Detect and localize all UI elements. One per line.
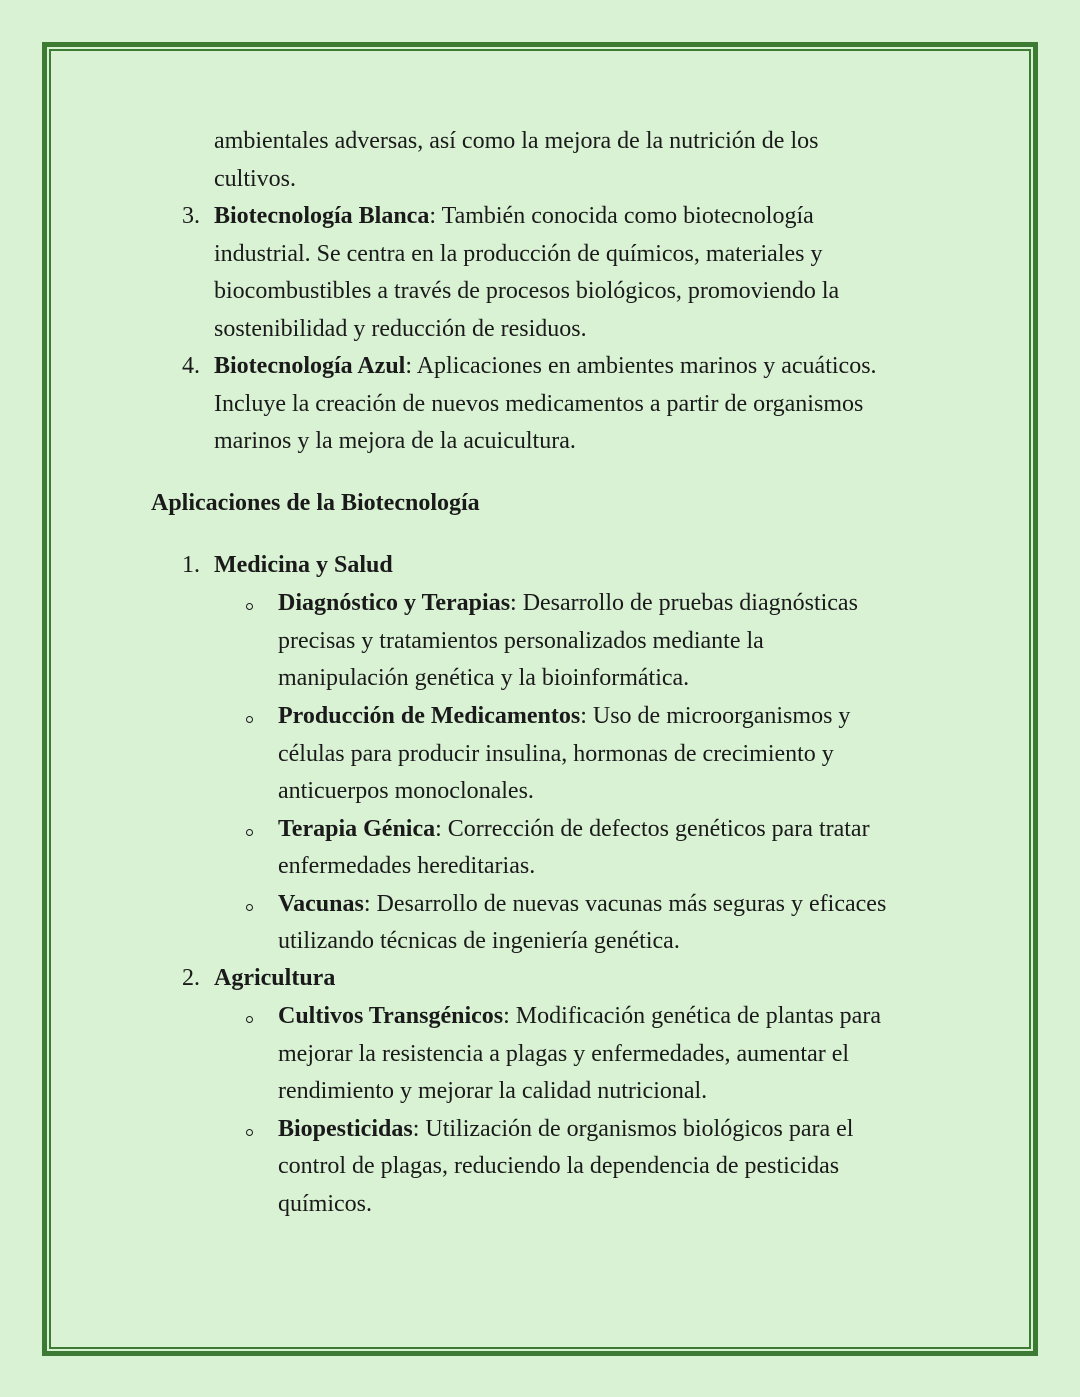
definition-text: : Uso de microorganismos y	[580, 703, 851, 729]
list-item-line: biocombustibles a través de procesos biológicos, promoviendo la	[214, 278, 840, 304]
sub-item-line: manipulación genética y la bioinformática.	[278, 665, 690, 691]
definition-text: : También conocida como biotecnología	[429, 203, 814, 229]
term-diagnostico: Diagnóstico y Terapias	[278, 590, 511, 616]
list-item-line: industrial. Se centra en la producción de químicos, materiales y	[214, 241, 823, 267]
bullet-circle-icon	[246, 716, 253, 723]
term-biopesticidas: Biopesticidas	[278, 1116, 413, 1142]
term-vacunas: Vacunas	[278, 891, 364, 917]
list-number: 3.	[182, 203, 200, 229]
list-item-line: Incluye la creación de nuevos medicamentos a partir de organismos	[214, 391, 864, 417]
definition-text: : Desarrollo de nuevas vacunas más seguras y eficaces	[363, 891, 887, 917]
definition-text: : Aplicaciones en ambientes marinos y acuáticos.	[405, 353, 877, 379]
list-item-line: marinos y la mejora de la acuicultura.	[214, 428, 576, 454]
list-number: 4.	[182, 353, 200, 379]
bullet-circle-icon	[246, 603, 253, 610]
sub-item-first-line	[278, 1001, 881, 1031]
list-item-first-line	[214, 351, 877, 381]
sub-item-line: rendimiento y mejorar la calidad nutricional.	[278, 1078, 708, 1104]
term-biotecnologia-blanca: Biotecnología Blanca	[214, 203, 430, 229]
section-heading: Aplicaciones de la Biotecnología	[151, 490, 480, 516]
sub-item-line: precisas y tratamientos personalizados mediante la	[278, 628, 764, 654]
sub-item-first-line	[278, 588, 858, 618]
bullet-circle-icon	[246, 829, 253, 836]
definition-text: : Modificación genética de plantas para	[503, 1003, 881, 1029]
application-title: Medicina y Salud	[214, 552, 393, 578]
list-number: 1.	[182, 552, 200, 578]
list-number: 2.	[182, 965, 200, 991]
sub-item-first-line	[278, 889, 886, 919]
sub-item-line: utilizando técnicas de ingeniería genética.	[278, 928, 680, 954]
continuation-line: cultivos.	[214, 166, 296, 192]
list-item-line: sostenibilidad y reducción de residuos.	[214, 316, 587, 342]
sub-item-line: anticuerpos monoclonales.	[278, 778, 534, 804]
term-biotecnologia-azul: Biotecnología Azul	[214, 353, 406, 379]
sub-item-first-line	[278, 814, 870, 844]
continuation-line: ambientales adversas, así como la mejora de la nutrición de los	[214, 128, 819, 154]
sub-item-first-line	[278, 1114, 853, 1144]
sub-item-line: control de plagas, reduciendo la dependencia de pesticidas	[278, 1153, 840, 1179]
bullet-circle-icon	[246, 904, 253, 911]
definition-text: : Desarrollo de pruebas diagnósticas	[510, 590, 858, 616]
bullet-circle-icon	[246, 1016, 253, 1023]
sub-item-first-line	[278, 701, 850, 731]
sub-item-line: células para producir insulina, hormonas de crecimiento y	[278, 741, 834, 767]
application-title: Agricultura	[214, 965, 336, 991]
definition-text: : Corrección de defectos genéticos para tratar	[435, 816, 870, 842]
definition-text: : Utilización de organismos biológicos para el	[412, 1116, 854, 1142]
bullet-circle-icon	[246, 1129, 253, 1136]
sub-item-line: enfermedades hereditarias.	[278, 853, 536, 879]
sub-item-line: mejorar la resistencia a plagas y enfermedades, aumentar el	[278, 1041, 850, 1067]
term-produccion-medicamentos: Producción de Medicamentos	[278, 703, 581, 729]
list-item-first-line	[214, 201, 814, 231]
sub-item-line: químicos.	[278, 1191, 372, 1217]
term-terapia-genica: Terapia Génica	[278, 816, 436, 842]
term-cultivos-transgenicos: Cultivos Transgénicos	[278, 1003, 504, 1029]
